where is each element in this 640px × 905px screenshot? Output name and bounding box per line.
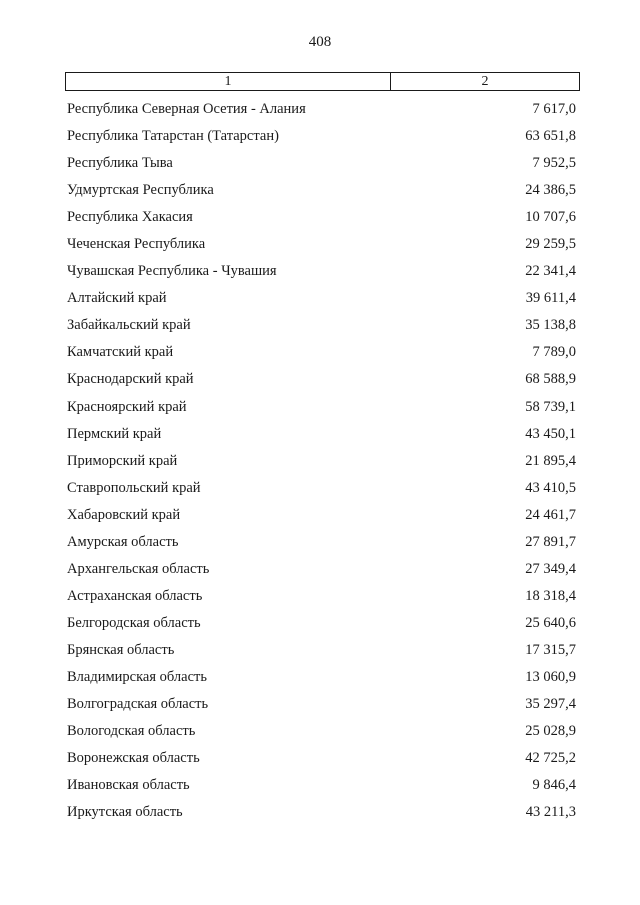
table-row (67, 231, 576, 258)
region-name: Вологодская область (67, 723, 196, 740)
region-value: 27 349,4 (525, 560, 576, 577)
table-row (67, 637, 576, 664)
region-value: 9 846,4 (532, 777, 576, 794)
table-row (67, 502, 576, 529)
column-header-1: 1 (66, 73, 391, 90)
region-name: Чеченская Республика (67, 236, 206, 253)
region-name: Брянская область (67, 641, 175, 658)
region-value: 35 297,4 (525, 696, 576, 713)
table-row (67, 610, 576, 637)
table-row (67, 339, 576, 366)
region-value: 39 611,4 (525, 290, 576, 307)
table-body (67, 96, 576, 826)
region-name: Владимирская область (67, 669, 207, 685)
region-name: Воронежская область (67, 750, 200, 767)
region-name: Чувашская Республика - Чувашия (67, 263, 277, 280)
region-value: 18 318,4 (525, 587, 576, 604)
table-row (67, 799, 576, 826)
region-name: Хабаровский край (67, 506, 181, 523)
region-name: Амурская область (67, 533, 179, 550)
region-value: 22 341,4 (525, 263, 576, 280)
region-name: Республика Татарстан (Татарстан) (67, 128, 279, 145)
table-row (67, 664, 576, 691)
table-row (67, 421, 576, 448)
region-name: Белгородская область (67, 614, 201, 631)
region-name: Иркутская область (67, 804, 183, 821)
region-name: Краснодарский край (67, 371, 194, 388)
region-name: Республика Тыва (67, 155, 173, 172)
table-row (67, 394, 576, 421)
region-value: 58 739,1 (525, 398, 576, 415)
region-name: Красноярский край (67, 398, 187, 415)
table-row (67, 529, 576, 556)
region-value: 21 895,4 (525, 452, 576, 469)
region-name: Алтайский край (67, 290, 167, 307)
region-name: Пермский край (67, 425, 162, 442)
region-name: Волгоградская область (67, 696, 209, 713)
region-name: Ставропольский край (67, 479, 201, 496)
region-value: 27 891,7 (525, 533, 576, 550)
region-value: 42 725,2 (525, 750, 576, 767)
table-row (67, 204, 576, 231)
region-value: 63 651,8 (525, 128, 576, 145)
table-row (67, 475, 576, 502)
region-value: 25 028,9 (525, 723, 576, 740)
region-value: 25 640,6 (525, 614, 576, 631)
region-value: 7 789,0 (532, 344, 576, 361)
column-header-2: 2 (481, 73, 489, 89)
table-row (67, 258, 576, 285)
region-name: Приморский край (67, 452, 178, 469)
region-name: Республика Хакасия (67, 209, 193, 226)
table-row (67, 745, 576, 772)
region-value: 43 450,1 (525, 425, 576, 442)
table-header (65, 72, 580, 91)
region-value: 13 060,9 (525, 669, 576, 685)
table-row (67, 448, 576, 475)
region-name: Ивановская область (67, 777, 190, 794)
table-row (67, 718, 576, 745)
table-row (67, 556, 576, 583)
table-row (67, 150, 576, 177)
region-value: 35 138,8 (525, 317, 576, 334)
table-row (67, 285, 576, 312)
table-row (67, 772, 576, 799)
region-value: 43 410,5 (525, 479, 576, 496)
table-row (67, 583, 576, 610)
table-row (67, 691, 576, 718)
table-row (67, 177, 576, 204)
region-value: 7 617,0 (532, 101, 576, 118)
region-name: Архангельская область (67, 560, 210, 577)
page-number: 408 (308, 34, 332, 50)
table-row (67, 123, 576, 150)
region-name: Астраханская область (67, 587, 203, 604)
table-row (67, 96, 576, 123)
region-name: Удмуртская Республика (67, 182, 214, 199)
region-value: 17 315,7 (525, 641, 576, 658)
region-value: 68 588,9 (525, 371, 576, 388)
table-row (67, 312, 576, 339)
region-name: Камчатский край (67, 344, 174, 361)
region-value: 24 386,5 (525, 182, 576, 199)
table-row (67, 366, 576, 393)
region-value: 43 211,3 (525, 804, 576, 821)
region-name: Республика Северная Осетия - Алания (67, 101, 306, 118)
region-value: 29 259,5 (525, 236, 576, 253)
region-value: 10 707,6 (525, 209, 576, 226)
region-value: 7 952,5 (532, 155, 576, 172)
region-name: Забайкальский край (67, 317, 191, 334)
region-value: 24 461,7 (525, 506, 576, 523)
